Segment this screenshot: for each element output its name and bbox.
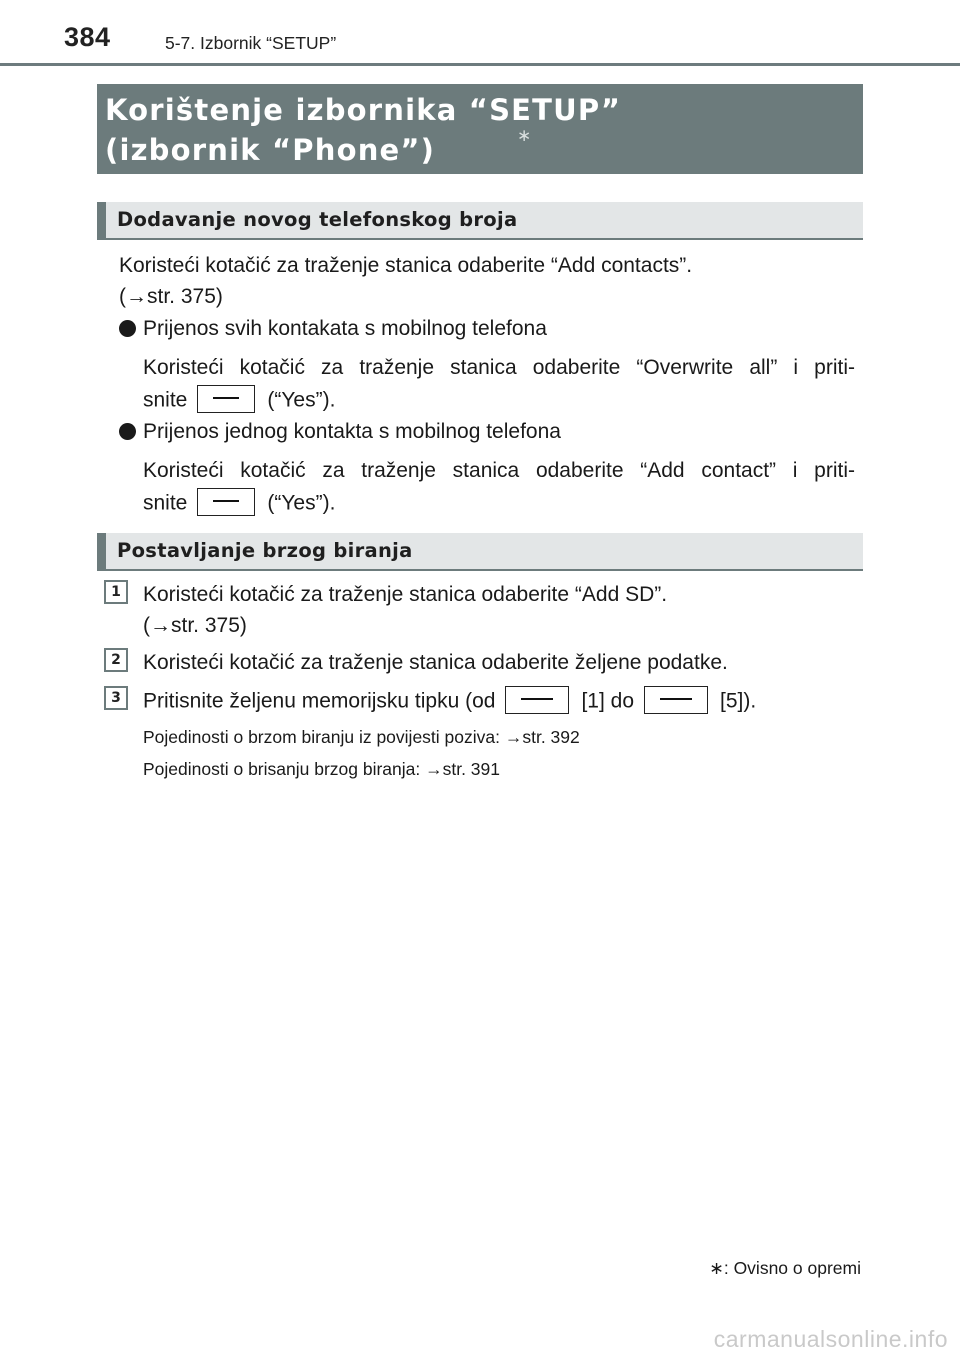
watermark: carmanualsonline.info xyxy=(713,1326,948,1352)
step-number: 3 xyxy=(104,686,128,710)
step-number: 2 xyxy=(104,648,128,672)
bullet-icon xyxy=(119,320,136,337)
note-line: Pojedinosti o brzom biranju iz povijesti poziva: →str. 392 xyxy=(143,727,580,747)
paragraph-text: snite xyxy=(143,491,188,515)
paragraph-line xyxy=(143,488,335,520)
page-title xyxy=(97,84,863,174)
step-text xyxy=(143,686,756,718)
section-heading-label: Dodavanje novog telefonskog broja xyxy=(117,208,518,231)
paragraph-line: Koristeći kotačić za traženje stanica odaberite “Add contacts”. xyxy=(119,254,693,277)
page-reference: (→str. 375) xyxy=(143,614,247,637)
bullet-title: Prijenos svih kontakata s mobilnog telefona xyxy=(143,317,547,340)
bullet-title: Prijenos jednog kontakta s mobilnog telefona xyxy=(143,420,561,443)
paragraph-line xyxy=(143,385,335,417)
memory-key-icon xyxy=(505,686,569,714)
memory-key-icon xyxy=(644,686,708,714)
footnote: ∗: Ovisno o opremi xyxy=(709,1258,861,1278)
section-heading-speed-dial xyxy=(97,533,863,571)
step-text-part: [1] do xyxy=(581,689,635,713)
note-line: Pojedinosti o brisanju brzog biranja: →str. 391 xyxy=(143,759,501,779)
title-asterisk-icon: ∗ xyxy=(517,126,532,145)
step-text-part: Pritisnite željenu memorijsku tipku (od xyxy=(143,689,496,713)
breadcrumb: 5-7. Izbornik “SETUP” xyxy=(165,33,337,53)
paragraph-text: (“Yes”). xyxy=(267,491,336,515)
yes-key-icon xyxy=(197,488,255,516)
page-reference: (→str. 375) xyxy=(119,285,223,308)
bullet-icon xyxy=(119,423,136,440)
step-text: Koristeći kotačić za traženje stanica odaberite željene podatke. xyxy=(143,651,728,674)
yes-key-icon xyxy=(197,385,255,413)
page-number: 384 xyxy=(64,22,111,52)
header-divider xyxy=(0,63,960,66)
section-heading-add-number xyxy=(97,202,863,240)
step-text: Koristeći kotačić za traženje stanica odaberite “Add SD”. xyxy=(143,583,668,606)
page-title-line-1: Korištenje izbornika “SETUP” xyxy=(105,93,622,127)
paragraph-line: Koristeći kotačić za traženje stanica odaberite “Add contact” i priti- xyxy=(143,459,855,482)
paragraph-text: (“Yes”). xyxy=(267,388,336,412)
step-text-part: [5]). xyxy=(720,689,757,713)
section-heading-label: Postavljanje brzog biranja xyxy=(117,539,413,562)
paragraph-text: snite xyxy=(143,388,188,412)
paragraph-line: Koristeći kotačić za traženje stanica odaberite “Overwrite all” i priti- xyxy=(143,356,855,379)
step-number: 1 xyxy=(104,580,128,604)
page-title-line-2: (izbornik “Phone”) xyxy=(105,133,436,167)
